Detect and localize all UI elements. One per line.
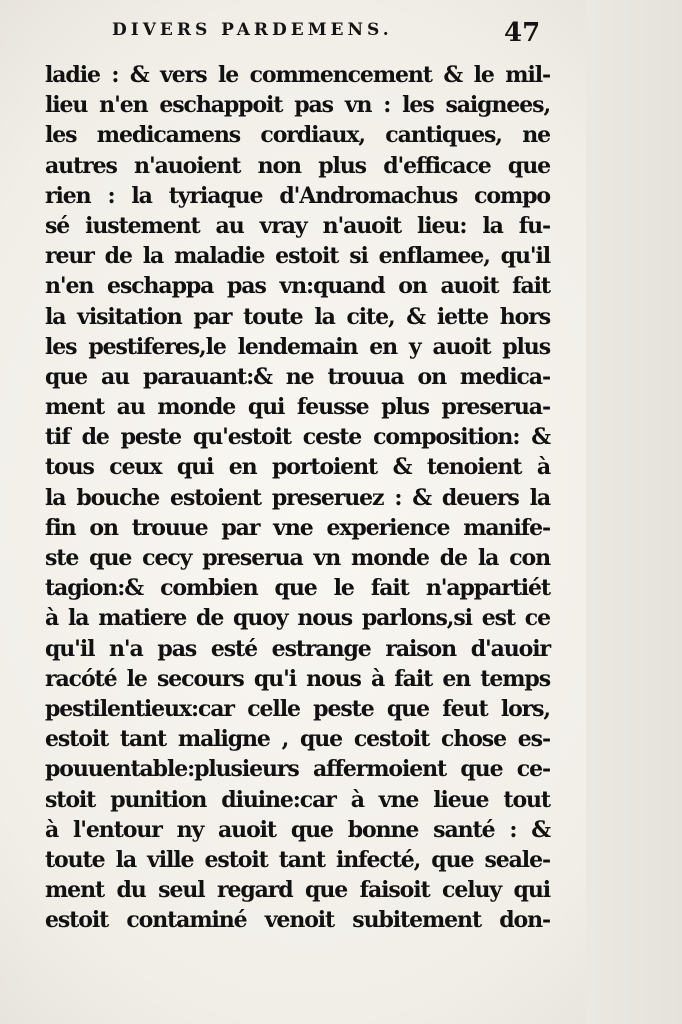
text-line: la bouche estoient preseruez : & deuers la xyxy=(45,484,550,511)
text-line: tagion:& combien que le fait n'appartiét xyxy=(45,575,550,602)
text-line: pouuentable:plusieurs affermoient que ce- xyxy=(45,756,550,783)
text-line: estoit tant maligne , que cestoit chose es- xyxy=(45,726,550,753)
text-line: toute la ville estoit tant infecté, que seale- xyxy=(45,846,550,873)
running-head-title: DIVERS PARDEMENS. xyxy=(112,20,393,40)
text-line: tous ceux qui en portoient & tenoient à xyxy=(45,454,550,481)
text-line: sé iustement au vray n'auoit lieu: la fu- xyxy=(45,212,550,239)
text-line: rien : la tyriaque d'Andromachus compo xyxy=(45,182,550,209)
running-head xyxy=(0,16,682,56)
text-line: ment du seul regard que faisoit celuy qui xyxy=(45,877,550,904)
text-line: racóté le secours qu'i nous à fait en temps xyxy=(45,665,550,692)
text-line: stoit punition diuine:car à vne lieue tout xyxy=(45,786,550,813)
text-line: que au parauant:& ne trouua on medica- xyxy=(45,363,550,390)
text-line: pestilentieux:car celle peste que feut lors, xyxy=(45,695,550,722)
text-line: fin on trouue par vne experience manife- xyxy=(45,514,550,541)
text-line: lieu n'en eschappoit pas vn : les saignees, xyxy=(45,92,550,119)
text-line: ste que cecy preserua vn monde de la con xyxy=(45,545,550,571)
text-line: autres n'auoient non plus d'efficace que xyxy=(45,152,550,179)
text-line: tif de peste qu'estoit ceste composition: & xyxy=(45,424,550,451)
text-line: les medicamens cordiaux, cantiques, ne xyxy=(45,122,550,149)
text-line: qu'il n'a pas esté estrange raison d'auoir xyxy=(45,635,550,662)
text-line: n'en eschappa pas vn:quand on auoit fait xyxy=(45,273,550,300)
text-line: la visitation par toute la cite, & iette hors xyxy=(45,303,550,330)
page-margin-strip xyxy=(586,0,682,1024)
text-line: ladie : & vers le commencement & le mil- xyxy=(45,62,550,88)
text-line: ment au monde qui feusse plus preserua- xyxy=(45,394,550,421)
page-number: 47 xyxy=(504,18,541,48)
text-line: reur de la maladie estoit si enflamee, qu'il xyxy=(45,243,550,270)
text-line: à la matiere de quoy nous parlons,si est ce xyxy=(45,605,550,632)
text-line: à l'entour ny auoit que bonne santé : & xyxy=(45,816,550,843)
text-line: les pestiferes,le lendemain en y auoit plus xyxy=(45,333,550,360)
body-text xyxy=(45,60,550,935)
text-line: estoit contaminé venoit subitement don- xyxy=(45,907,550,934)
